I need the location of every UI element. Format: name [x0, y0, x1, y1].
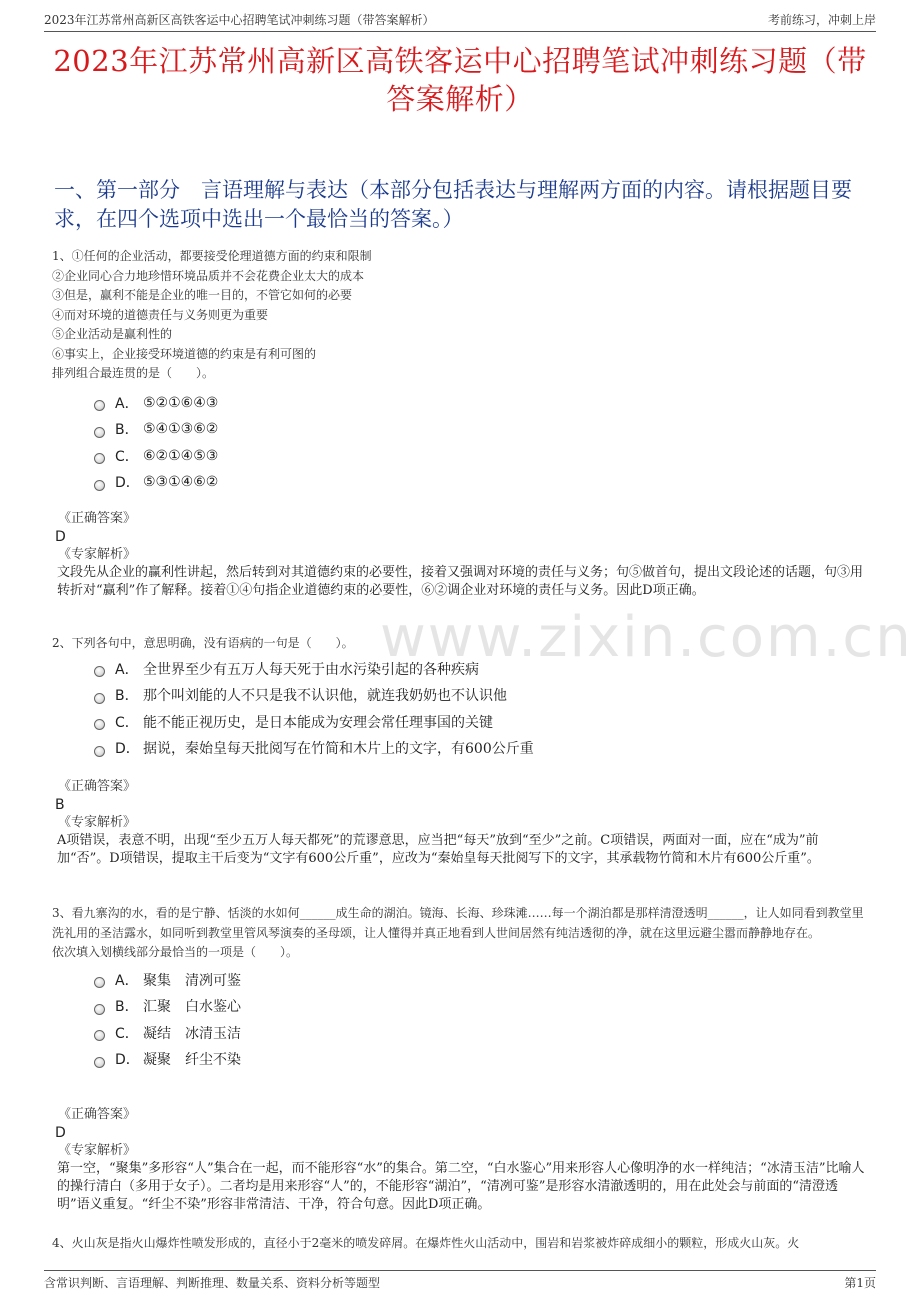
radio-icon[interactable]	[94, 427, 105, 438]
option-text: ⑤②①⑥④③	[143, 394, 219, 411]
option-letter: C．	[115, 714, 139, 731]
question-4	[52, 1234, 870, 1254]
explain-text: 文段先从企业的赢利性讲起，然后转到对其道德约束的必要性，接着又强调对环境的责任与义务；句⑤做首句，提出文段论述的话题，句③用转折对“赢利”作了解释。接着①④句指企业道德约束的必要性，⑥②调企业对环境的责任与义务。因此D项正确。	[57, 565, 864, 598]
stem-line: ②企业同心合力地珍惜环境品质并不会花费企业太大的成本	[52, 268, 365, 283]
option-text: 全世界至少有五万人每天死于由水污染引起的各种疾病	[143, 661, 479, 678]
stem-line: 依次填入划横线部分最恰当的一项是（ ）。	[52, 945, 299, 959]
stem-line: 3、看九寨沟的水，看的是宁静、恬淡的水如何______成生命的湖泊。镜海、长海、珍珠滩……每一个湖泊都是那样清澄透明______，让人如同看到教堂里洗礼用的圣洁露水，如同听到教堂里管风琴演奏的圣母颂，让人懂得并真正地看到人世间居然有纯洁透彻的净，就在这里远避尘嚣而静静地存在。	[52, 906, 864, 940]
radio-icon[interactable]	[94, 1030, 105, 1041]
option-a[interactable]	[52, 656, 870, 683]
option-text: ⑤④①③⑥②	[143, 421, 219, 438]
document-title: 2023年江苏常州高新区高铁客运中心招聘笔试冲刺练习题（带答案解析）	[53, 44, 867, 116]
explain-label: 《专家解析》	[58, 547, 137, 562]
answer-label: 《正确答案》	[58, 511, 137, 526]
explain-label: 《专家解析》	[58, 815, 137, 830]
option-d[interactable]	[52, 1046, 870, 1073]
section-heading: 一、第一部分 言语理解与表达（本部分包括表达与理解两方面的内容。请根据题目要求，在四个选项中选出一个最恰当的答案。）	[54, 178, 852, 231]
option-c[interactable]	[52, 709, 870, 736]
radio-icon[interactable]	[94, 746, 105, 757]
answer-value: D	[55, 529, 66, 545]
option-text: ⑥②①④⑤③	[143, 447, 219, 464]
option-text: 那个叫刘能的人不只是我不认识他，就连我奶奶也不认识他	[143, 688, 507, 705]
option-list	[52, 967, 870, 1073]
option-text: ⑤③①④⑥②	[143, 474, 219, 491]
stem-line: ④而对环境的道德责任与义务则更为重要	[52, 307, 269, 322]
option-list	[52, 656, 870, 762]
option-list	[52, 390, 870, 496]
option-d[interactable]	[52, 469, 870, 496]
stem-line: 排列组合最连贯的是（ ）。	[52, 366, 215, 380]
page-number: 第1页	[844, 1276, 876, 1290]
option-text: 凝结 冰清玉洁	[143, 1025, 241, 1042]
stem-line: 2、下列各句中，意思明确，没有语病的一句是（ ）。	[52, 636, 354, 650]
option-letter: B．	[115, 999, 139, 1016]
radio-icon[interactable]	[94, 453, 105, 464]
radio-icon[interactable]	[94, 719, 105, 730]
option-letter: A．	[115, 395, 139, 412]
stem-line: ⑥事实上，企业接受环境道德的约束是有利可图的	[52, 346, 317, 361]
stem-line: 1、①任何的企业活动，都要接受伦理道德方面的约束和限制	[52, 249, 372, 263]
answer-label: 《正确答案》	[58, 1107, 137, 1122]
option-text: 凝聚 纤尘不染	[143, 1052, 241, 1069]
radio-icon[interactable]	[94, 1057, 105, 1068]
question-stem	[52, 634, 870, 654]
answer-value: B	[55, 797, 65, 813]
stem-line: ③但是，赢利不能是企业的唯一目的，不管它如何的必要	[52, 288, 353, 302]
question-stem	[52, 904, 870, 963]
option-a[interactable]	[52, 390, 870, 417]
question-stem	[52, 1234, 870, 1254]
radio-icon[interactable]	[94, 666, 105, 677]
page-footer	[44, 1270, 876, 1290]
option-letter: C．	[115, 448, 139, 465]
option-letter: B．	[115, 422, 139, 439]
watermark: www.zixin.com.cn	[380, 605, 913, 670]
radio-icon[interactable]	[94, 977, 105, 988]
explain-label: 《专家解析》	[58, 1143, 137, 1158]
option-text: 汇聚 白水鉴心	[143, 999, 241, 1016]
option-b[interactable]	[52, 682, 870, 709]
answer-block-3	[52, 1106, 870, 1214]
answer-block-1	[52, 510, 870, 600]
option-c[interactable]	[52, 1020, 870, 1047]
stem-line: ⑤企业活动是赢利性的	[52, 327, 173, 341]
option-letter: B．	[115, 688, 139, 705]
option-text: 据说，秦始皇每天批阅写在竹简和木片上的文字，有600公斤重	[143, 741, 534, 758]
header-slogan: 考前练习，冲刺上岸	[767, 13, 876, 27]
radio-icon[interactable]	[94, 480, 105, 491]
option-text: 能不能正视历史，是日本能成为安理会常任理事国的关键	[143, 714, 493, 731]
option-letter: C．	[115, 1025, 139, 1042]
option-c[interactable]	[52, 443, 870, 470]
question-1	[52, 247, 870, 496]
footer-note: 含常识判断、言语理解、判断推理、数量关系、资料分析等题型	[44, 1276, 381, 1290]
option-d[interactable]	[52, 735, 870, 762]
radio-icon[interactable]	[94, 1004, 105, 1015]
option-letter: D．	[115, 1052, 140, 1069]
option-b[interactable]	[52, 993, 870, 1020]
radio-icon[interactable]	[94, 400, 105, 411]
answer-value: D	[55, 1125, 66, 1141]
page-header	[44, 10, 876, 32]
stem-line: 4、火山灰是指火山爆炸性喷发形成的，直径小于2毫米的喷发碎屑。在爆炸性火山活动中，围岩和岩浆被炸碎成细小的颗粒，形成火山灰。火	[52, 1236, 800, 1250]
question-2	[52, 634, 870, 762]
answer-label: 《正确答案》	[58, 779, 137, 794]
explain-text: A项错误，表意不明，出现“至少五万人每天都死”的荒谬意思，应当把“每天”放到“至少”之前。C项错误，两面对一面，应在“成为”前加“否”。D项错误，提取主干后变为“文字有600公斤重”，应改为“秦始皇每天批阅写下的文字，其承载物竹简和木片有600公斤重”。	[57, 833, 820, 866]
option-b[interactable]	[52, 416, 870, 443]
option-letter: A．	[115, 972, 139, 989]
question-stem	[52, 247, 870, 384]
question-3	[52, 904, 870, 1073]
answer-block-2	[52, 778, 870, 868]
explain-text: 第一空，“聚集”多形容“人”集合在一起，而不能形容“水”的集合。第二空，“白水鉴心”用来形容人心像明净的水一样纯洁；“冰清玉洁”比喻人的操行清白（多用于女子）。二者均是用来形容“人”的，不能形容“湖泊”，“清冽可鉴”是形容水清澈透明的，用在此处会与前面的“清澄透明”语义重复。“纤尘不染”形容非常清洁、干净，符合句意。因此D项正确。	[57, 1161, 865, 1212]
option-letter: D．	[115, 741, 140, 758]
radio-icon[interactable]	[94, 693, 105, 704]
option-text: 聚集 清冽可鉴	[143, 972, 241, 989]
option-a[interactable]	[52, 967, 870, 994]
option-letter: A．	[115, 661, 139, 678]
header-doc-title: 2023年江苏常州高新区高铁客运中心招聘笔试冲刺练习题（带答案解析）	[44, 13, 435, 27]
option-letter: D．	[115, 475, 140, 492]
